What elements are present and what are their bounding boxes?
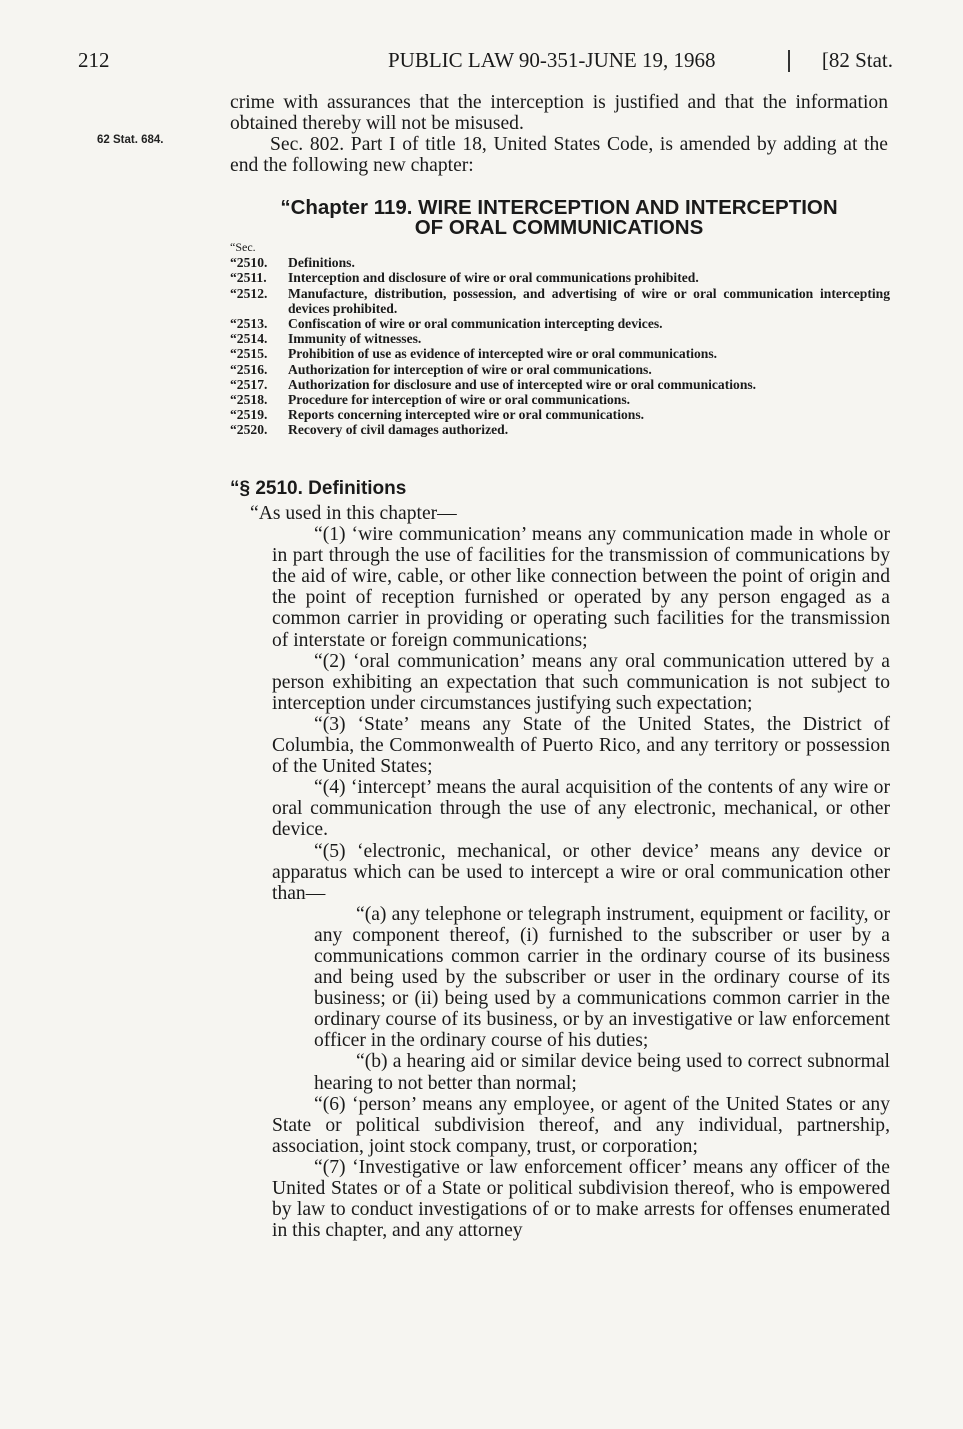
contents-entry <box>230 316 890 331</box>
contents-entry <box>230 286 890 316</box>
contents-entry-number: “2517. <box>230 376 268 392</box>
definition-5a: “(a) any telephone or telegraph instrument, equipment or facility, or any component thereof, (i) furnished to the subscriber or user by a communications common carrier in the ordinary course of its business and being used by the subscriber or user in the ordinary course of its business; or (ii) being used by a communications common carrier in the ordinary course of its business, or by an investigative or law enforcement officer in the ordinary course of his duties; <box>314 903 890 1052</box>
contents-entry-text: Immunity of witnesses. <box>288 331 422 347</box>
contents-entry <box>230 346 890 361</box>
contents-entry-text: Prohibition of use as evidence of intercepted wire or oral communications. <box>288 346 718 362</box>
header-stat: [82 Stat. <box>821 48 893 72</box>
contents-entry-text: Confiscation of wire or oral communication intercepting devices. <box>288 316 663 332</box>
contents-entry-number: “2520. <box>230 422 268 438</box>
contents-entry-text: Definitions. <box>288 255 355 271</box>
definition-4: “(4) ‘intercept’ means the aural acquisition of the contents of any wire or oral communication through the use of any electronic, mechanical, or other device. <box>272 777 890 841</box>
contents-entry-number: “2511. <box>230 270 267 286</box>
header-divider <box>788 50 790 72</box>
contents-entry-text: Interception and disclosure of wire or oral communications prohibited. <box>288 270 699 286</box>
definition-2: “(2) ‘oral communication’ means any oral communication uttered by a person exhibiting an expectation that such communication is not subject to interception under circumstances justifying such expectation; <box>272 650 890 714</box>
contents-entry <box>230 407 890 422</box>
definition-6: “(6) ‘person’ means any employee, or agent of the United States or any State or political subdivision thereof, and any individual, partnership, association, joint stock company, trust, or corporation; <box>272 1093 890 1157</box>
definitions <box>230 503 890 1241</box>
definition-3: “(3) ‘State’ means any State of the United States, the District of Columbia, the Commonwealth of Puerto Rico, and any territory or possession of the United States; <box>272 713 890 778</box>
definition-7: “(7) ‘Investigative or law enforcement officer’ means any officer of the United States or of a State or political subdivision thereof, who is empowered by law to conduct investigations of or to make arrests for offenses enumerated in this chapter, and any attorney <box>272 1156 890 1242</box>
sec-802-paragraph: Sec. 802. Part I of title 18, United States Code, is amended by adding at the end the following new chapter: <box>230 134 888 177</box>
contents-entry-number: “2518. <box>230 392 268 408</box>
contents-entry-text: Manufacture, distribution, possession, and advertising of wire or oral communication intercepting devices prohibited. <box>288 285 890 316</box>
contents-entry <box>230 255 890 270</box>
contents-entry <box>230 331 890 346</box>
contents-entry-text: Reports concerning intercepted wire or oral communications. <box>288 407 645 423</box>
chapter-contents <box>230 240 890 438</box>
contents-entry-text: Recovery of civil damages authorized. <box>288 422 509 438</box>
contents-entry-number: “2514. <box>230 331 268 347</box>
contents-entry-number: “2510. <box>230 255 268 271</box>
contents-entry <box>230 377 890 392</box>
contents-entry-text: Authorization for interception of wire or oral communications. <box>288 361 652 377</box>
contents-entry-number: “2513. <box>230 316 268 332</box>
running-header <box>78 48 893 78</box>
contents-entry-number: “2512. <box>230 285 268 301</box>
contents-entry-number: “2515. <box>230 346 268 362</box>
contents-entry-number: “2519. <box>230 407 268 423</box>
chapter-title-line1: “Chapter 119. WIRE INTERCEPTION AND INTERCEPTION <box>280 196 838 219</box>
contents-sec-label: “Sec. <box>230 240 256 254</box>
definitions-lead: “As used in this chapter— <box>250 503 457 524</box>
chapter-title-line2: OF ORAL COMMUNICATIONS <box>414 216 704 239</box>
contents-entry-text: Procedure for interception of wire or oral communications. <box>288 392 631 408</box>
definition-5b: “(b) a hearing aid or similar device being used to correct subnormal hearing to not better than normal; <box>314 1051 890 1094</box>
contents-entry <box>230 392 890 407</box>
contents-entry <box>230 270 890 285</box>
header-title: PUBLIC LAW 90-351-JUNE 19, 1968 <box>388 48 716 72</box>
contents-entry <box>230 362 890 377</box>
margin-citation: 62 Stat. 684. <box>97 134 164 146</box>
contents-entry-number: “2516. <box>230 361 268 377</box>
page-number: 212 <box>78 48 110 72</box>
intro-text <box>230 92 888 176</box>
continuation-paragraph: crime with assurances that the interception is justified and that the information obtained thereby will not be misused. <box>230 92 888 135</box>
definition-1: “(1) ‘wire communication’ means any communication made in whole or in part through the use of facilities for the transmission of communications by the aid of wire, cable, or other like connection between the point of origin and the point of reception furnished or operated by any person engaged as a common carrier in providing or operating such facilities for the transmission of interstate or foreign communications; <box>272 524 890 651</box>
definition-5: “(5) ‘electronic, mechanical, or other device’ means any device or apparatus which can be used to intercept a wire or oral communication other than— <box>272 840 890 904</box>
section-heading: “§ 2510. Definitions <box>230 478 407 499</box>
contents-entry <box>230 422 890 437</box>
contents-entry-text: Authorization for disclosure and use of intercepted wire or oral communications. <box>288 376 757 392</box>
chapter-title <box>230 198 888 238</box>
